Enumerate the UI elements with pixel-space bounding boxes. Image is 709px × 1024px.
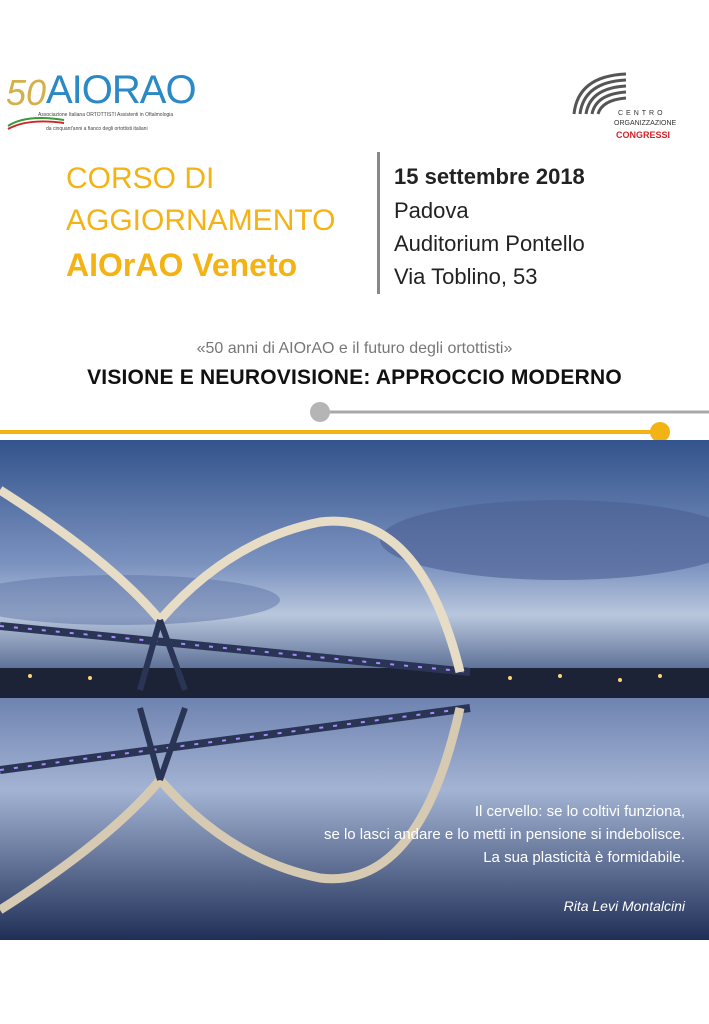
logo-tagline-2: da cinquant'anni a fianco degli ortottisti italiani xyxy=(46,126,148,132)
quote-line-3: La sua plasticità è formidabile. xyxy=(483,849,685,866)
course-title xyxy=(66,158,335,288)
congressi-logo xyxy=(570,70,695,150)
aiorao-logo xyxy=(6,68,206,148)
event-city: Padova xyxy=(394,198,469,223)
quote xyxy=(324,800,685,869)
event-venue: Auditorium Pontello xyxy=(394,231,585,256)
logo-right-line1: CENTRO xyxy=(618,110,666,117)
quote-author: Rita Levi Montalcini xyxy=(563,898,685,914)
page-title: VISIONE E NEUROVISIONE: APPROCCIO MODERNO xyxy=(87,366,622,389)
quote-line-2: se lo lasci andare e lo metti in pensione si indebolisce. xyxy=(323,826,685,843)
logo-right-line3: CONGRESSI xyxy=(616,130,671,140)
logo-tagline-1: Associazione Italiana ORTOTTISTI Assistenti in Oftalmologia xyxy=(38,112,174,118)
course-line-2: AGGIORNAMENTO xyxy=(66,204,336,237)
logo-fifty: 50 xyxy=(6,72,47,113)
logo-right-line2: ORGANIZZAZIONE xyxy=(614,120,677,127)
divider xyxy=(377,152,380,294)
quote-line-1: Il cervello: se lo coltivi funziona, xyxy=(474,803,685,820)
event-date: 15 settembre 2018 xyxy=(394,164,585,189)
event-address: Via Toblino, 53 xyxy=(394,264,538,289)
logo-name: AIORAO xyxy=(46,68,196,112)
subtitle: «50 anni di AIOrAO e il futuro degli ortottisti» xyxy=(196,340,513,357)
course-line-1: CORSO DI xyxy=(66,162,215,195)
event-info xyxy=(394,160,585,293)
course-line-3: AIOrAO Veneto xyxy=(66,247,298,283)
